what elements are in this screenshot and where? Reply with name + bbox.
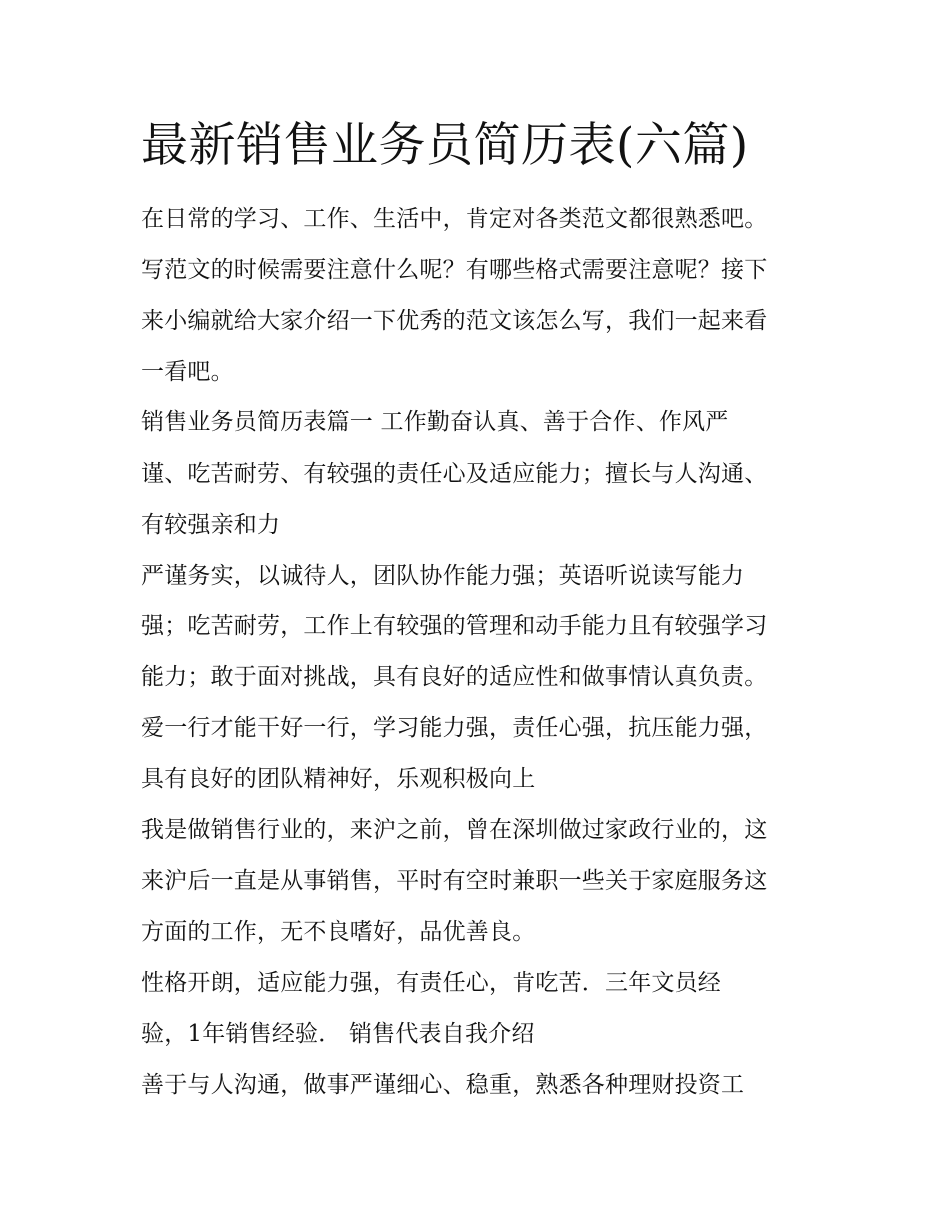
body-line: 在日常的学习、工作、生活中，肯定对各类范文都很熟悉吧。 (141, 206, 768, 232)
body-line: 来沪后一直是从事销售，平时有空时兼职一些关于家庭服务这 (141, 868, 768, 894)
body-line: 强；吃苦耐劳，工作上有较强的管理和动手能力且有较强学习 (141, 613, 768, 639)
body-line: 爱一行才能干好一行，学习能力强，责任心强，抗压能力强， (141, 715, 768, 741)
body-line: 性格开朗，适应能力强，有责任心，肯吃苦．三年文员经 (141, 970, 721, 996)
body-line: 谨、吃苦耐劳、有较强的责任心及适应能力；擅长与人沟通、 (141, 461, 768, 487)
body-line: 方面的工作，无不良嗜好，品优善良。 (141, 919, 536, 945)
body-line: 验，1年销售经验． 销售代表自我介绍 (141, 1021, 535, 1047)
body-line: 能力；敢于面对挑战，具有良好的适应性和做事情认真负责。 (141, 664, 768, 690)
body-line: 来小编就给大家介绍一下优秀的范文该怎么写，我们一起来看 (141, 308, 768, 334)
body-line: 具有良好的团队精神好，乐观积极向上 (141, 766, 536, 792)
body-line: 有较强亲和力 (141, 512, 281, 538)
body-line: 严谨务实，以诚待人，团队协作能力强；英语听说读写能力 (141, 563, 745, 589)
body-line: 销售业务员简历表篇一 工作勤奋认真、善于合作、作风严 (141, 409, 729, 435)
body-line: 善于与人沟通，做事严谨细心、稳重，熟悉各种理财投资工 (141, 1072, 745, 1098)
body-line: 我是做销售行业的，来沪之前，曾在深圳做过家政行业的，这 (141, 817, 768, 843)
body-line: 一看吧。 (141, 359, 234, 385)
document-title: 最新销售业务员简历表(六篇) (141, 118, 749, 173)
body-line: 写范文的时候需要注意什么呢？有哪些格式需要注意呢？接下 (141, 257, 768, 283)
